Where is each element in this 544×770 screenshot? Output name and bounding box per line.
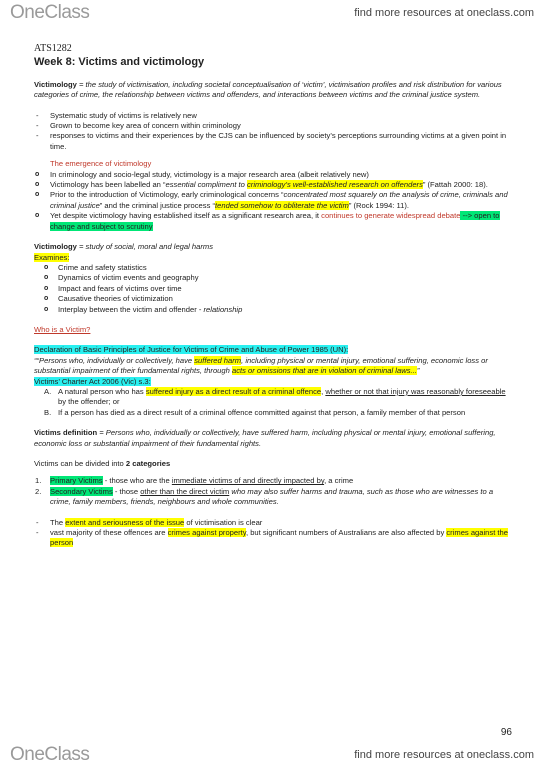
footer-bar	[0, 744, 544, 768]
page-number: 96	[500, 727, 512, 738]
header-tagline[interactable]: find more resources at oneclass.com	[354, 7, 534, 19]
header-bar	[0, 2, 544, 26]
facts-list	[34, 518, 512, 549]
list-item: 2. Secondary Victims - those other than the direct victim who may also suffer harms and trauma, such as those who are witnesses to a crime, family members, friends, neighbours and whole communities.	[35, 486, 494, 507]
list-item: o Prior to the introduction of Victimology, early criminological concerns “concentrated most squarely on the analysis of crime, criminals and criminal justice” and the criminal justice process “tended somehow to obliterate the victim” (Rock 1994: 11).	[34, 190, 512, 211]
oneclass-logo[interactable]: OneClass	[10, 744, 90, 765]
list-item: o Yet despite victimology having established itself as a significant research area, it continues to generate widespread debate --> open to change and subject to scrutiny	[34, 211, 512, 232]
list-item: o Crime and safety statistics	[34, 263, 512, 273]
oneclass-logo[interactable]: OneClass	[10, 2, 90, 23]
who-heading: Who is a Victim?	[34, 324, 91, 334]
list-item: A. A natural person who has suffered injury as a direct result of a criminal offence, whether or not that injury was reasonably foreseeable by the offender; or	[44, 386, 506, 407]
categories-intro: Victims can be divided into 2 categories	[34, 459, 171, 468]
course-code: ATS1282	[34, 43, 72, 54]
list-item: - The extent and seriousness of the issue of victimisation is clear	[34, 518, 512, 528]
list-item: o In criminology and socio-legal study, victimology is a major research area (albeit relatively new)	[34, 170, 512, 180]
list-item: - vast majority of these offences are crimes against property, but significant numbers of Australians are also affected by crimes against the person	[34, 528, 512, 549]
list-item: 1. Primary Victims - those who are the immediate victims of and directly impacted by, a crime	[35, 476, 354, 486]
document-page	[34, 44, 512, 549]
charter-title: Victims’ Charter Act 2006 (Vic) s.3:	[34, 376, 151, 386]
declaration-quote: ““Persons who, individually or collectively, have suffered harm, including physical or mental injury, emotional suffering, economic loss or substantial impairment of their fundamental rights, through acts or omissions that are in violation of criminal laws...”	[34, 355, 488, 376]
declaration-title: Declaration of Basic Principles of Justice for Victims of Crime and Abuse of Power 1985 (UN):	[34, 345, 349, 355]
list-item: - Grown to become key area of concern within criminology	[34, 121, 512, 131]
examines-list	[34, 263, 512, 315]
categories-list	[34, 476, 512, 507]
list-item: - responses to victims and their experiences by the CJS can be influenced by society’s perceptions surrounding victims at a given point in time.	[34, 131, 512, 152]
emergence-list	[34, 170, 512, 232]
list-item: o Causative theories of victimization	[34, 294, 512, 304]
page-title: Week 8: Victims and victimology	[34, 56, 205, 69]
list-item: - Systematic study of victims is relatively new	[34, 111, 512, 121]
list-item: o Victimology has been labelled an “essential compliment to criminology’s well-established research on offenders” (Fattah 2000: 18).	[34, 180, 512, 190]
charter-list	[34, 387, 512, 418]
emergence-heading: The emergence of victimology	[50, 159, 152, 169]
list-item: o Impact and fears of victims over time	[34, 284, 512, 294]
footer-tagline[interactable]: find more resources at oneclass.com	[354, 749, 534, 761]
examines-label: Examines:	[34, 252, 70, 262]
list-item: B. If a person has died as a direct result of a criminal offence committed against that person, a family member of that person	[44, 407, 466, 417]
victimology-definition: Victimology = the study of victimisation, including societal conceptualisation of ‘victim’, victimisation profiles and risk distribution for various categories of crime, the relationship between victims and offenders, and interactions between victims and the criminal justice system.	[34, 79, 502, 100]
victimology-definition-2: Victimology = study of social, moral and legal harms	[34, 242, 214, 252]
list-item: o Interplay between the victim and offender - relationship	[34, 305, 512, 315]
victims-definition: Victims definition = Persons who, individually or collectively, have suffered harm, including physical or mental injury, emotional suffering, economic loss or substantial impairment of their fundamental rights.	[34, 428, 496, 448]
list-item: o Dynamics of victim events and geography	[34, 273, 512, 283]
intro-list	[34, 111, 512, 153]
